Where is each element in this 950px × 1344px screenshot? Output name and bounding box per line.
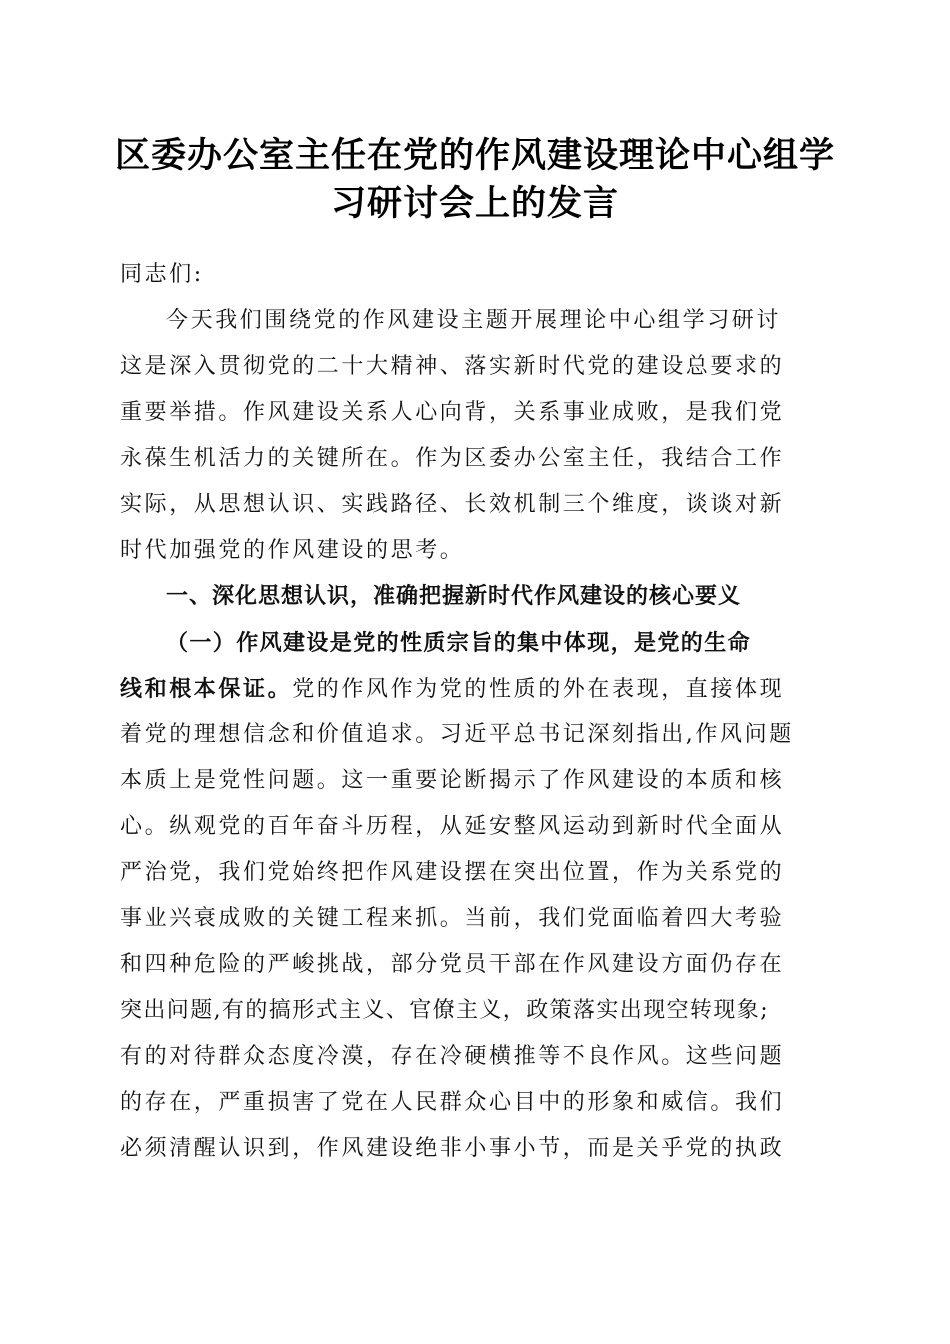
section-heading: 一、深化思想认识，准确把握新时代作风建设的核心要义 xyxy=(166,584,742,609)
intro-line: 永葆生机活力的关键所在。作为区委办公室主任，我结合工作 xyxy=(120,446,785,471)
intro-line: 今天我们围绕党的作风建设主题开展理论中心组学习研讨 xyxy=(166,308,782,333)
paragraph-line: 严治党，我们党始终把作风建设摆在突出位置，作为关系党的 xyxy=(120,860,785,885)
paragraph-line xyxy=(120,666,830,712)
paragraph-line: 事业兴衰成败的关键工程来抓。当前，我们党面临着四大考验 xyxy=(120,906,785,931)
paragraph-line: 本质上是党性问题。这一重要论断揭示了作风建设的本质和核 xyxy=(120,768,785,793)
intro-line: 实际，从思想认识、实践路径、长效机制三个维度，谈谈对新 xyxy=(120,492,785,517)
intro-line: 重要举措。作风建设关系人心向背，关系事业成败，是我们党 xyxy=(120,400,785,425)
subsection-heading: （一）作风建设是党的性质宗旨的集中体现，是党的生命 xyxy=(166,630,752,656)
paragraph-line: 突出问题,有的搞形式主义、官僚主义，政策落实出现空转现象; xyxy=(120,998,770,1023)
paragraph-line: 的存在，严重损害了党在人民群众心目中的形象和威信。我们 xyxy=(120,1090,785,1115)
paragraph-line: 心。纵观党的百年奋斗历程，从延安整风运动到新时代全面从 xyxy=(120,814,785,839)
document-body xyxy=(120,252,830,1172)
document-title xyxy=(100,132,850,228)
intro-line: 这是深入贯彻党的二十大精神、落实新时代党的建设总要求的 xyxy=(120,354,785,379)
paragraph-line: 必须清醒认识到，作风建设绝非小事小节，而是关乎党的执政 xyxy=(120,1136,785,1161)
intro-line: 时代加强党的作风建设的思考。 xyxy=(120,538,465,563)
paragraph-line: 和四种危险的严峻挑战，部分党员干部在作风建设方面仍存在 xyxy=(120,952,785,977)
paragraph-line: 有的对待群众态度冷漠，存在冷硬横推等不良作风。这些问题 xyxy=(120,1044,785,1069)
salutation: 同志们: xyxy=(120,262,204,287)
subsection-heading-continued: 线和根本保证。 xyxy=(120,676,293,702)
title-line-2: 习研讨会上的发言 xyxy=(330,183,619,224)
paragraph-text: 党的作风作为党的性质的外在表现，直接体现 xyxy=(292,677,785,702)
paragraph-line: 着党的理想信念和价值追求。习近平总书记深刻指出,作风问题 xyxy=(120,722,794,747)
title-line-1: 区委办公室主任在党的作风建设理论中心组学 xyxy=(114,135,835,176)
